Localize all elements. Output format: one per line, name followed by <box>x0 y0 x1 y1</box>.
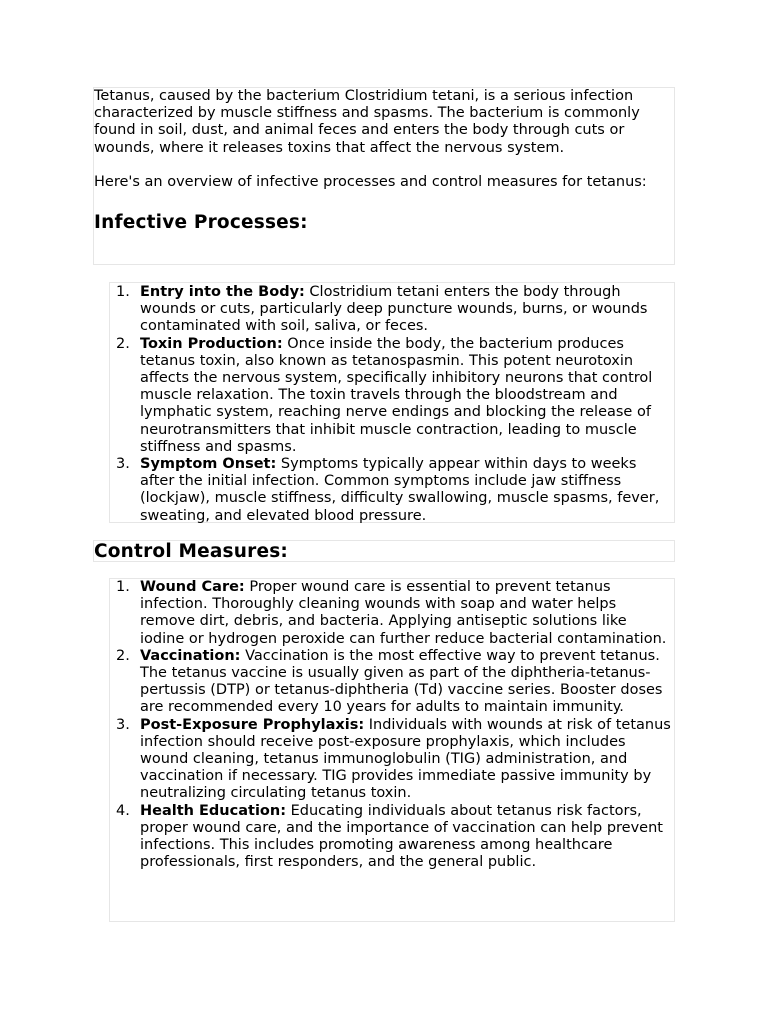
list-number: 2. <box>116 647 130 664</box>
list-term: Toxin Production: <box>140 335 283 352</box>
list-term: Symptom Onset: <box>140 456 277 473</box>
list-term: Wound Care: <box>140 579 245 595</box>
infective-processes-list <box>110 283 674 525</box>
list-number: 1. <box>116 284 130 300</box>
list-number: 3. <box>116 716 130 733</box>
control-measures-list-container <box>109 578 675 922</box>
list-number: 3. <box>116 456 130 473</box>
list-item <box>110 456 674 525</box>
intro-paragraph: Tetanus, caused by the bacterium Clostridium tetani, is a serious infection characterized by muscle stiffness and spasms. The bacterium is commonly found in soil, dust, and animal feces and enters the body through cuts or wounds, where it releases toxins that affect the nervous system. <box>94 88 640 156</box>
list-term: Entry into the Body: <box>140 284 305 300</box>
list-item <box>110 579 674 648</box>
list-text: Symptoms typically appear within days to weeks after the initial infection. Common symptoms include jaw stiffness (lockjaw), muscle stiffness, difficulty swallowing, muscle spasms, fever, sweating, and elevated blood pressure. <box>140 456 660 524</box>
list-item <box>110 648 674 717</box>
list-term: Vaccination: <box>140 647 241 664</box>
list-text: Proper wound care is essential to prevent tetanus infection. Thoroughly cleaning wounds with soap and water helps remove dirt, debris, and bacteria. Applying antiseptic solutions like iodine or hydrogen peroxide can further reduce bacterial contamination. <box>140 579 667 647</box>
list-term: Health Education: <box>140 802 286 819</box>
list-text: Educating individuals about tetanus risk factors, proper wound care, and the importance of vaccination can help prevent infections. This includes promoting awareness among healthcare professionals, first responders, and the general public. <box>140 802 663 871</box>
control-measures-heading-container <box>93 540 675 562</box>
list-term: Post-Exposure Prophylaxis: <box>140 716 365 733</box>
list-item <box>110 336 674 456</box>
list-number: 1. <box>116 579 130 595</box>
control-measures-heading: Control Measures: <box>94 541 289 562</box>
infective-processes-list-container <box>109 282 675 523</box>
list-text: Individuals with wounds at risk of tetanus infection should receive post-exposure prophylaxis, which includes wound cleaning, tetanus immunoglobulin (TIG) administration, and vaccination if necessary. TIG provides immediate passive immunity by neutralizing circulating tetanus toxin. <box>140 716 671 802</box>
list-item <box>110 717 674 803</box>
list-text: Once inside the body, the bacterium produces tetanus toxin, also known as tetanospasmin. This potent neurotoxin affects the nervous system, specifically inhibitory neurons that control muscle relaxation. The toxin travels through the bloodstream and lymphatic system, reaching nerve endings and blocking the release of neurotransmitters that inhibit muscle contraction, leading to muscle stiffness and spasms. <box>140 335 653 455</box>
control-measures-list <box>110 579 674 871</box>
list-item <box>110 803 674 872</box>
list-number: 4. <box>116 802 130 819</box>
list-number: 2. <box>116 335 130 352</box>
infective-processes-heading: Infective Processes: <box>94 212 308 234</box>
list-item <box>110 284 674 336</box>
intro-section <box>93 87 675 265</box>
overview-paragraph: Here's an overview of infective processes and control measures for tetanus: <box>94 173 647 190</box>
list-text: Vaccination is the most effective way to prevent tetanus. The tetanus vaccine is usually given as part of the diphtheria-tetanus-pertussis (DTP) or tetanus-diphtheria (Td) vaccine series. Booster doses are recommended every 10 years for adults to maintain immunity. <box>140 647 663 716</box>
list-text: Clostridium tetani enters the body through wounds or cuts, particularly deep puncture wounds, burns, or wounds contaminated with soil, saliva, or feces. <box>140 284 648 335</box>
